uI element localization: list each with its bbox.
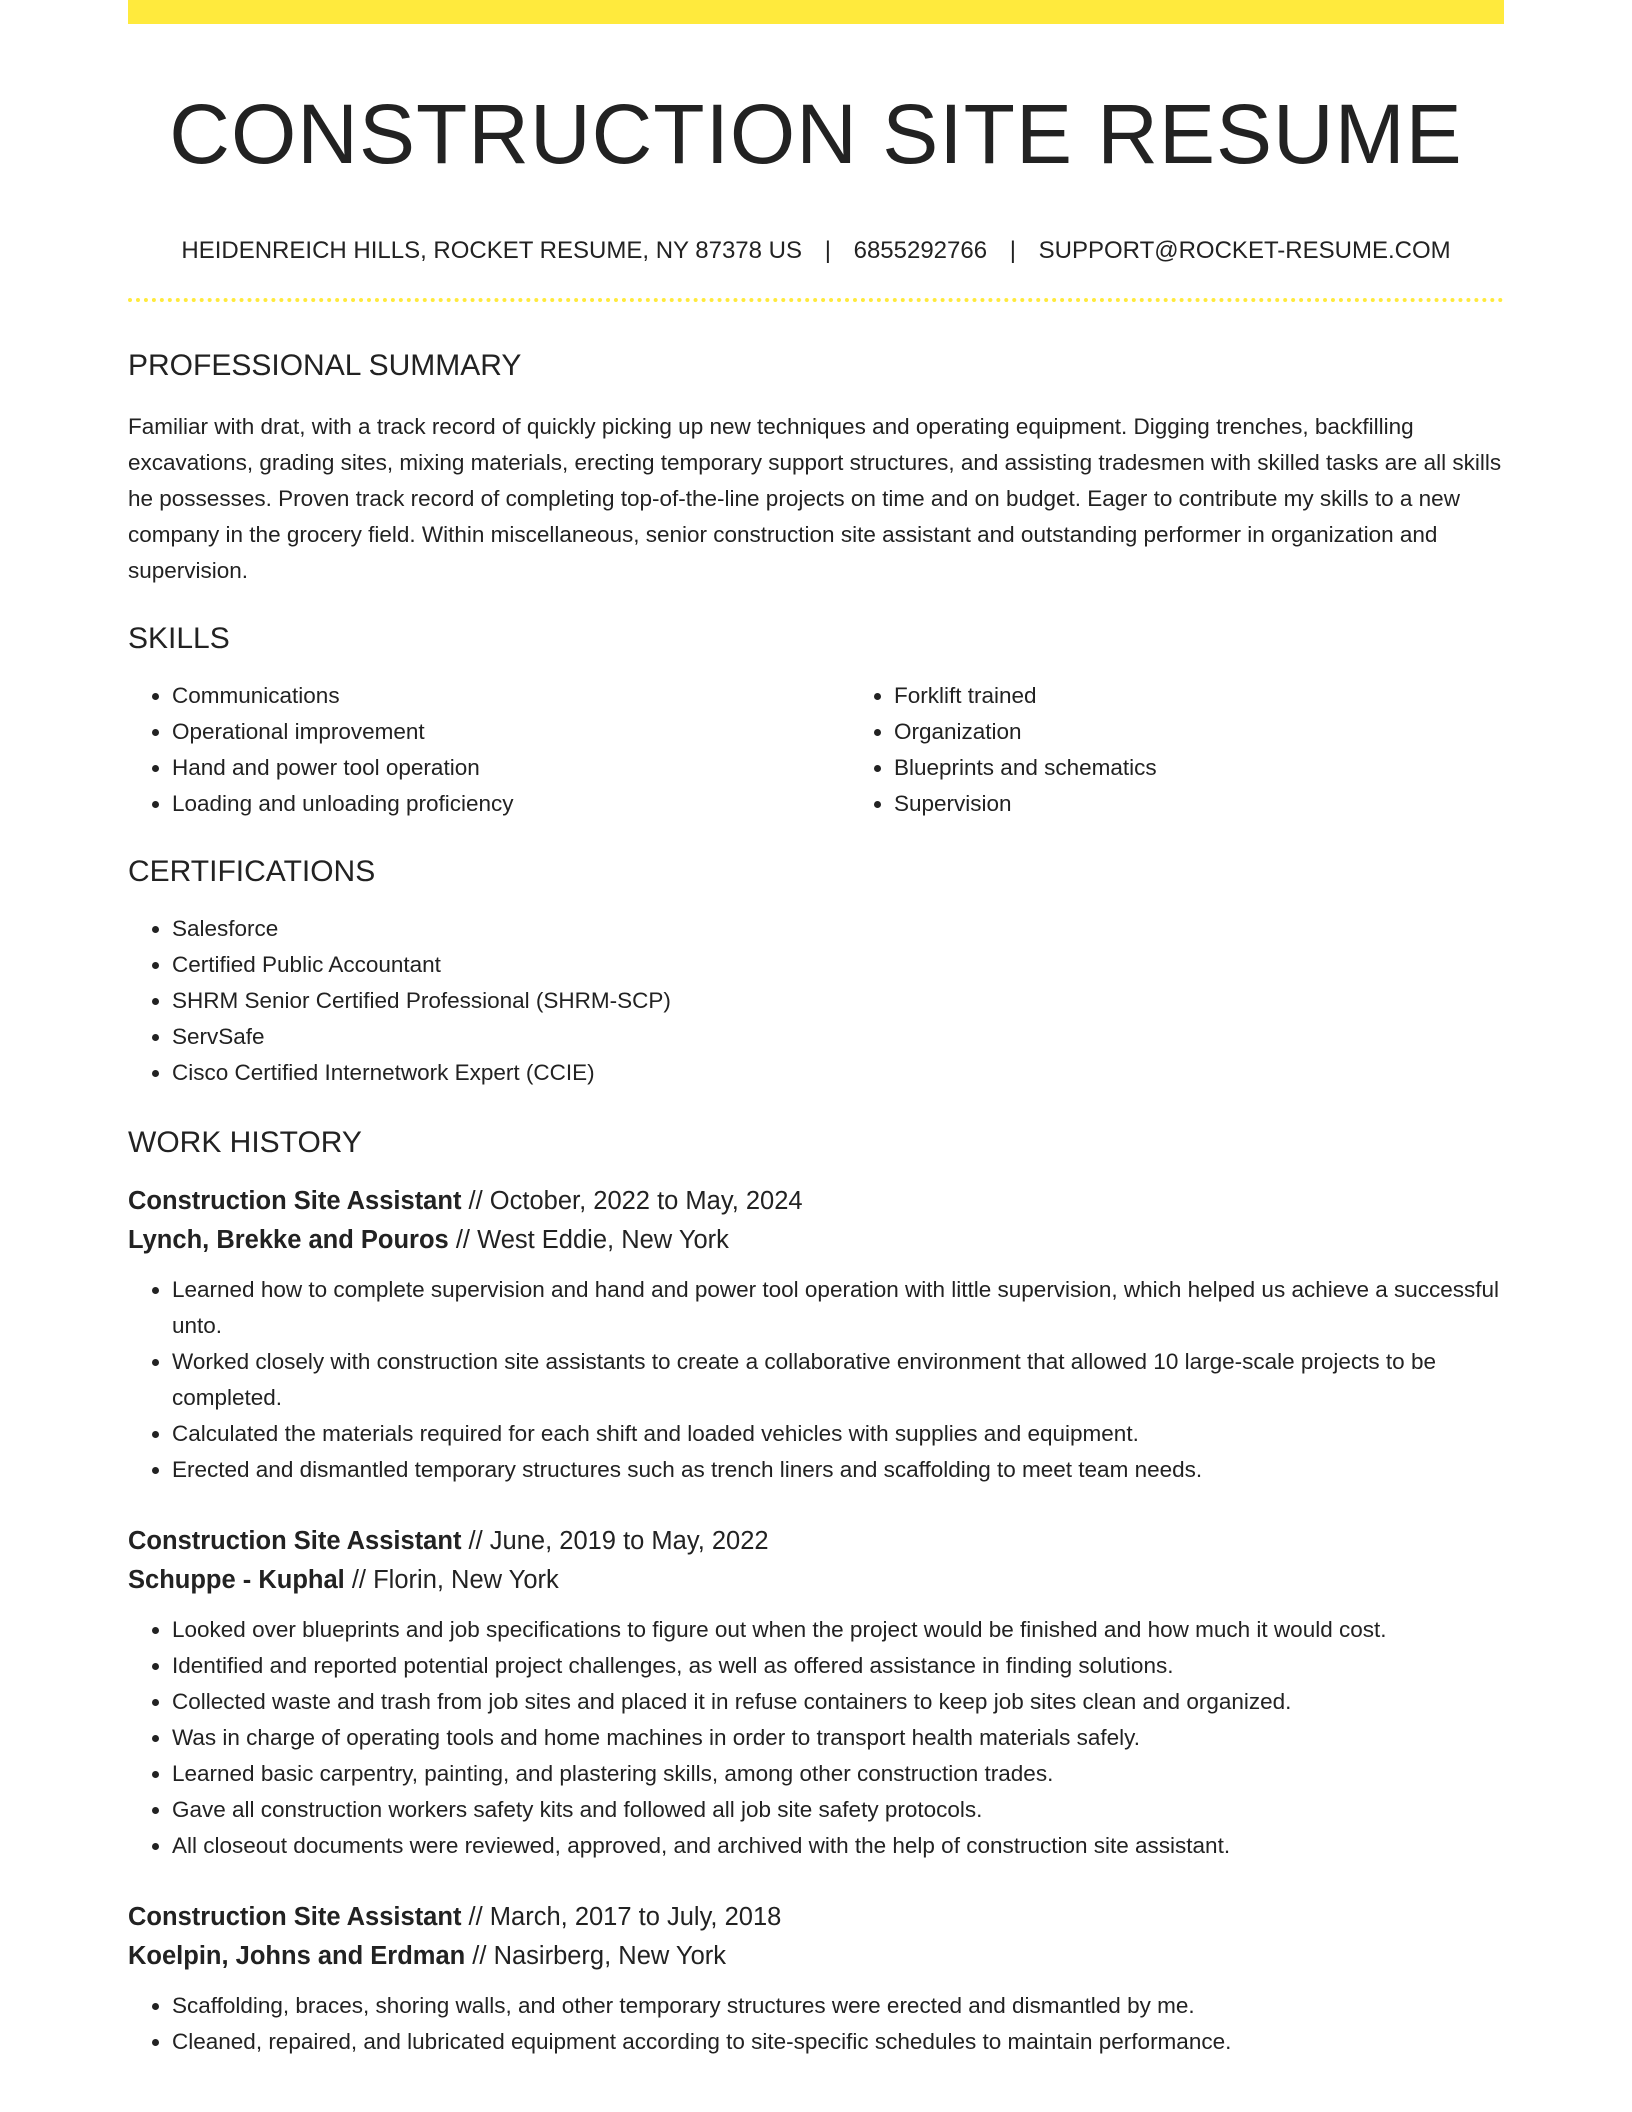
resume-page: [128, 0, 1504, 2060]
divider: //: [468, 1186, 483, 1215]
divider: //: [468, 1902, 483, 1931]
job-entry: [128, 1522, 1504, 1864]
divider: //: [455, 1225, 470, 1254]
skills-list-left: [128, 678, 850, 822]
job-company: Koelpin, Johns and Erdman: [128, 1941, 466, 1970]
divider: //: [468, 1526, 483, 1555]
job-dates: March, 2017 to July, 2018: [489, 1902, 782, 1931]
skill-item: • Operational improvement: [172, 714, 850, 750]
job-dates: June, 2019 to May, 2022: [489, 1526, 769, 1555]
job-bullet: • Scaffolding, braces, shoring walls, and other temporary structures were erected and dismantled by me.: [172, 1988, 1504, 2024]
job-bullet: • Gave all construction workers safety kits and followed all job site safety protocols.: [172, 1792, 1504, 1828]
skill-item: • Organization: [894, 714, 1572, 750]
job-bullets: [128, 1272, 1504, 1488]
contact-address: HEIDENREICH HILLS, ROCKET RESUME, NY 87378 US: [181, 236, 803, 264]
job-location: West Eddie, New York: [477, 1225, 729, 1254]
job-company: Lynch, Brekke and Pouros: [128, 1225, 449, 1254]
job-bullet: • Identified and reported potential project challenges, as well as offered assistance in finding solutions.: [172, 1648, 1504, 1684]
skill-item: • Blueprints and schematics: [894, 750, 1572, 786]
top-accent-bar: [128, 0, 1504, 24]
job-bullet: • Worked closely with construction site assistants to create a collaborative environment that allowed 10 large-scale projects to be completed.: [172, 1344, 1504, 1416]
contact-phone: 6855292766: [853, 236, 988, 264]
certification-item: • Cisco Certified Internetwork Expert (CCIE): [172, 1055, 1504, 1091]
skill-item: • Loading and unloading proficiency: [172, 786, 850, 822]
certification-item: • SHRM Senior Certified Professional (SHRM-SCP): [172, 983, 1504, 1019]
job-title-line: [128, 1522, 1504, 1561]
section-heading-summary: PROFESSIONAL SUMMARY: [128, 348, 522, 382]
job-company: Schuppe - Kuphal: [128, 1565, 345, 1594]
contact-line: [128, 235, 1504, 266]
job-location: Florin, New York: [373, 1565, 559, 1594]
skill-item: • Hand and power tool operation: [172, 750, 850, 786]
job-bullet: • Learned basic carpentry, painting, and plastering skills, among other construction trades.: [172, 1756, 1504, 1792]
job-bullet: • Calculated the materials required for each shift and loaded vehicles with supplies and equipment.: [172, 1416, 1504, 1452]
divider: //: [351, 1565, 367, 1594]
contact-separator: |: [824, 236, 831, 264]
job-title: Construction Site Assistant: [128, 1526, 462, 1555]
dotted-divider: [128, 298, 1504, 302]
certifications-list: [128, 911, 1504, 1091]
job-location: Nasirberg, New York: [493, 1941, 727, 1970]
job-bullet: • Looked over blueprints and job specifications to figure out when the project would be finished and how much it would cost.: [172, 1612, 1504, 1648]
section-heading-work-history: WORK HISTORY: [128, 1125, 362, 1159]
job-company-line: [128, 1221, 1504, 1260]
contact-separator: |: [1009, 236, 1016, 264]
summary-text: Familiar with drat, with a track record of quickly picking up new techniques and operating equipment. Digging trenches, backfilling excavations, grading sites, mixing materials, erecting temporary support structures, and assisting tradesmen with skilled tasks are all skills he possesses. Proven track record of completing top-of-the-line projects on time and on budget. Eager to contribute my skills to a new company in the grocery field. Within miscellaneous, senior construction site assistant and outstanding performer in organization and supervision.: [128, 413, 1502, 583]
job-entry: [128, 1898, 1504, 2060]
job-bullet: • Was in charge of operating tools and home machines in order to transport health materials safely.: [172, 1720, 1504, 1756]
job-company-line: [128, 1561, 1504, 1600]
section-heading-certifications: CERTIFICATIONS: [128, 854, 376, 888]
job-title-line: [128, 1898, 1504, 1937]
certification-item: • Certified Public Accountant: [172, 947, 1504, 983]
job-bullet: • Learned how to complete supervision and hand and power tool operation with little supervision, which helped us achieve a successful unto.: [172, 1272, 1504, 1344]
section-heading-skills: SKILLS: [128, 621, 230, 655]
job-bullet: • All closeout documents were reviewed, approved, and archived with the help of construction site assistant.: [172, 1828, 1504, 1864]
document-title: CONSTRUCTION SITE RESUME: [169, 87, 1463, 181]
job-title-line: [128, 1182, 1504, 1221]
job-bullet: • Erected and dismantled temporary structures such as trench liners and scaffolding to meet team needs.: [172, 1452, 1504, 1488]
skills-list-right: [850, 678, 1572, 822]
skills-columns: [128, 678, 1504, 822]
job-dates: October, 2022 to May, 2024: [489, 1186, 803, 1215]
divider: //: [472, 1941, 487, 1970]
job-entry: [128, 1182, 1504, 1488]
job-bullets: [128, 1988, 1504, 2060]
certification-item: • Salesforce: [172, 911, 1504, 947]
job-title: Construction Site Assistant: [128, 1186, 462, 1215]
skill-item: • Forklift trained: [894, 678, 1572, 714]
skill-item: • Supervision: [894, 786, 1572, 822]
job-bullet: • Collected waste and trash from job sites and placed it in refuse containers to keep job sites clean and organized.: [172, 1684, 1504, 1720]
contact-email: SUPPORT@ROCKET-RESUME.COM: [1038, 236, 1451, 264]
job-title: Construction Site Assistant: [128, 1902, 462, 1931]
certification-item: • ServSafe: [172, 1019, 1504, 1055]
job-bullets: [128, 1612, 1504, 1864]
job-company-line: [128, 1937, 1504, 1976]
job-bullet: • Cleaned, repaired, and lubricated equipment according to site-specific schedules to maintain performance.: [172, 2024, 1504, 2060]
skill-item: • Communications: [172, 678, 850, 714]
